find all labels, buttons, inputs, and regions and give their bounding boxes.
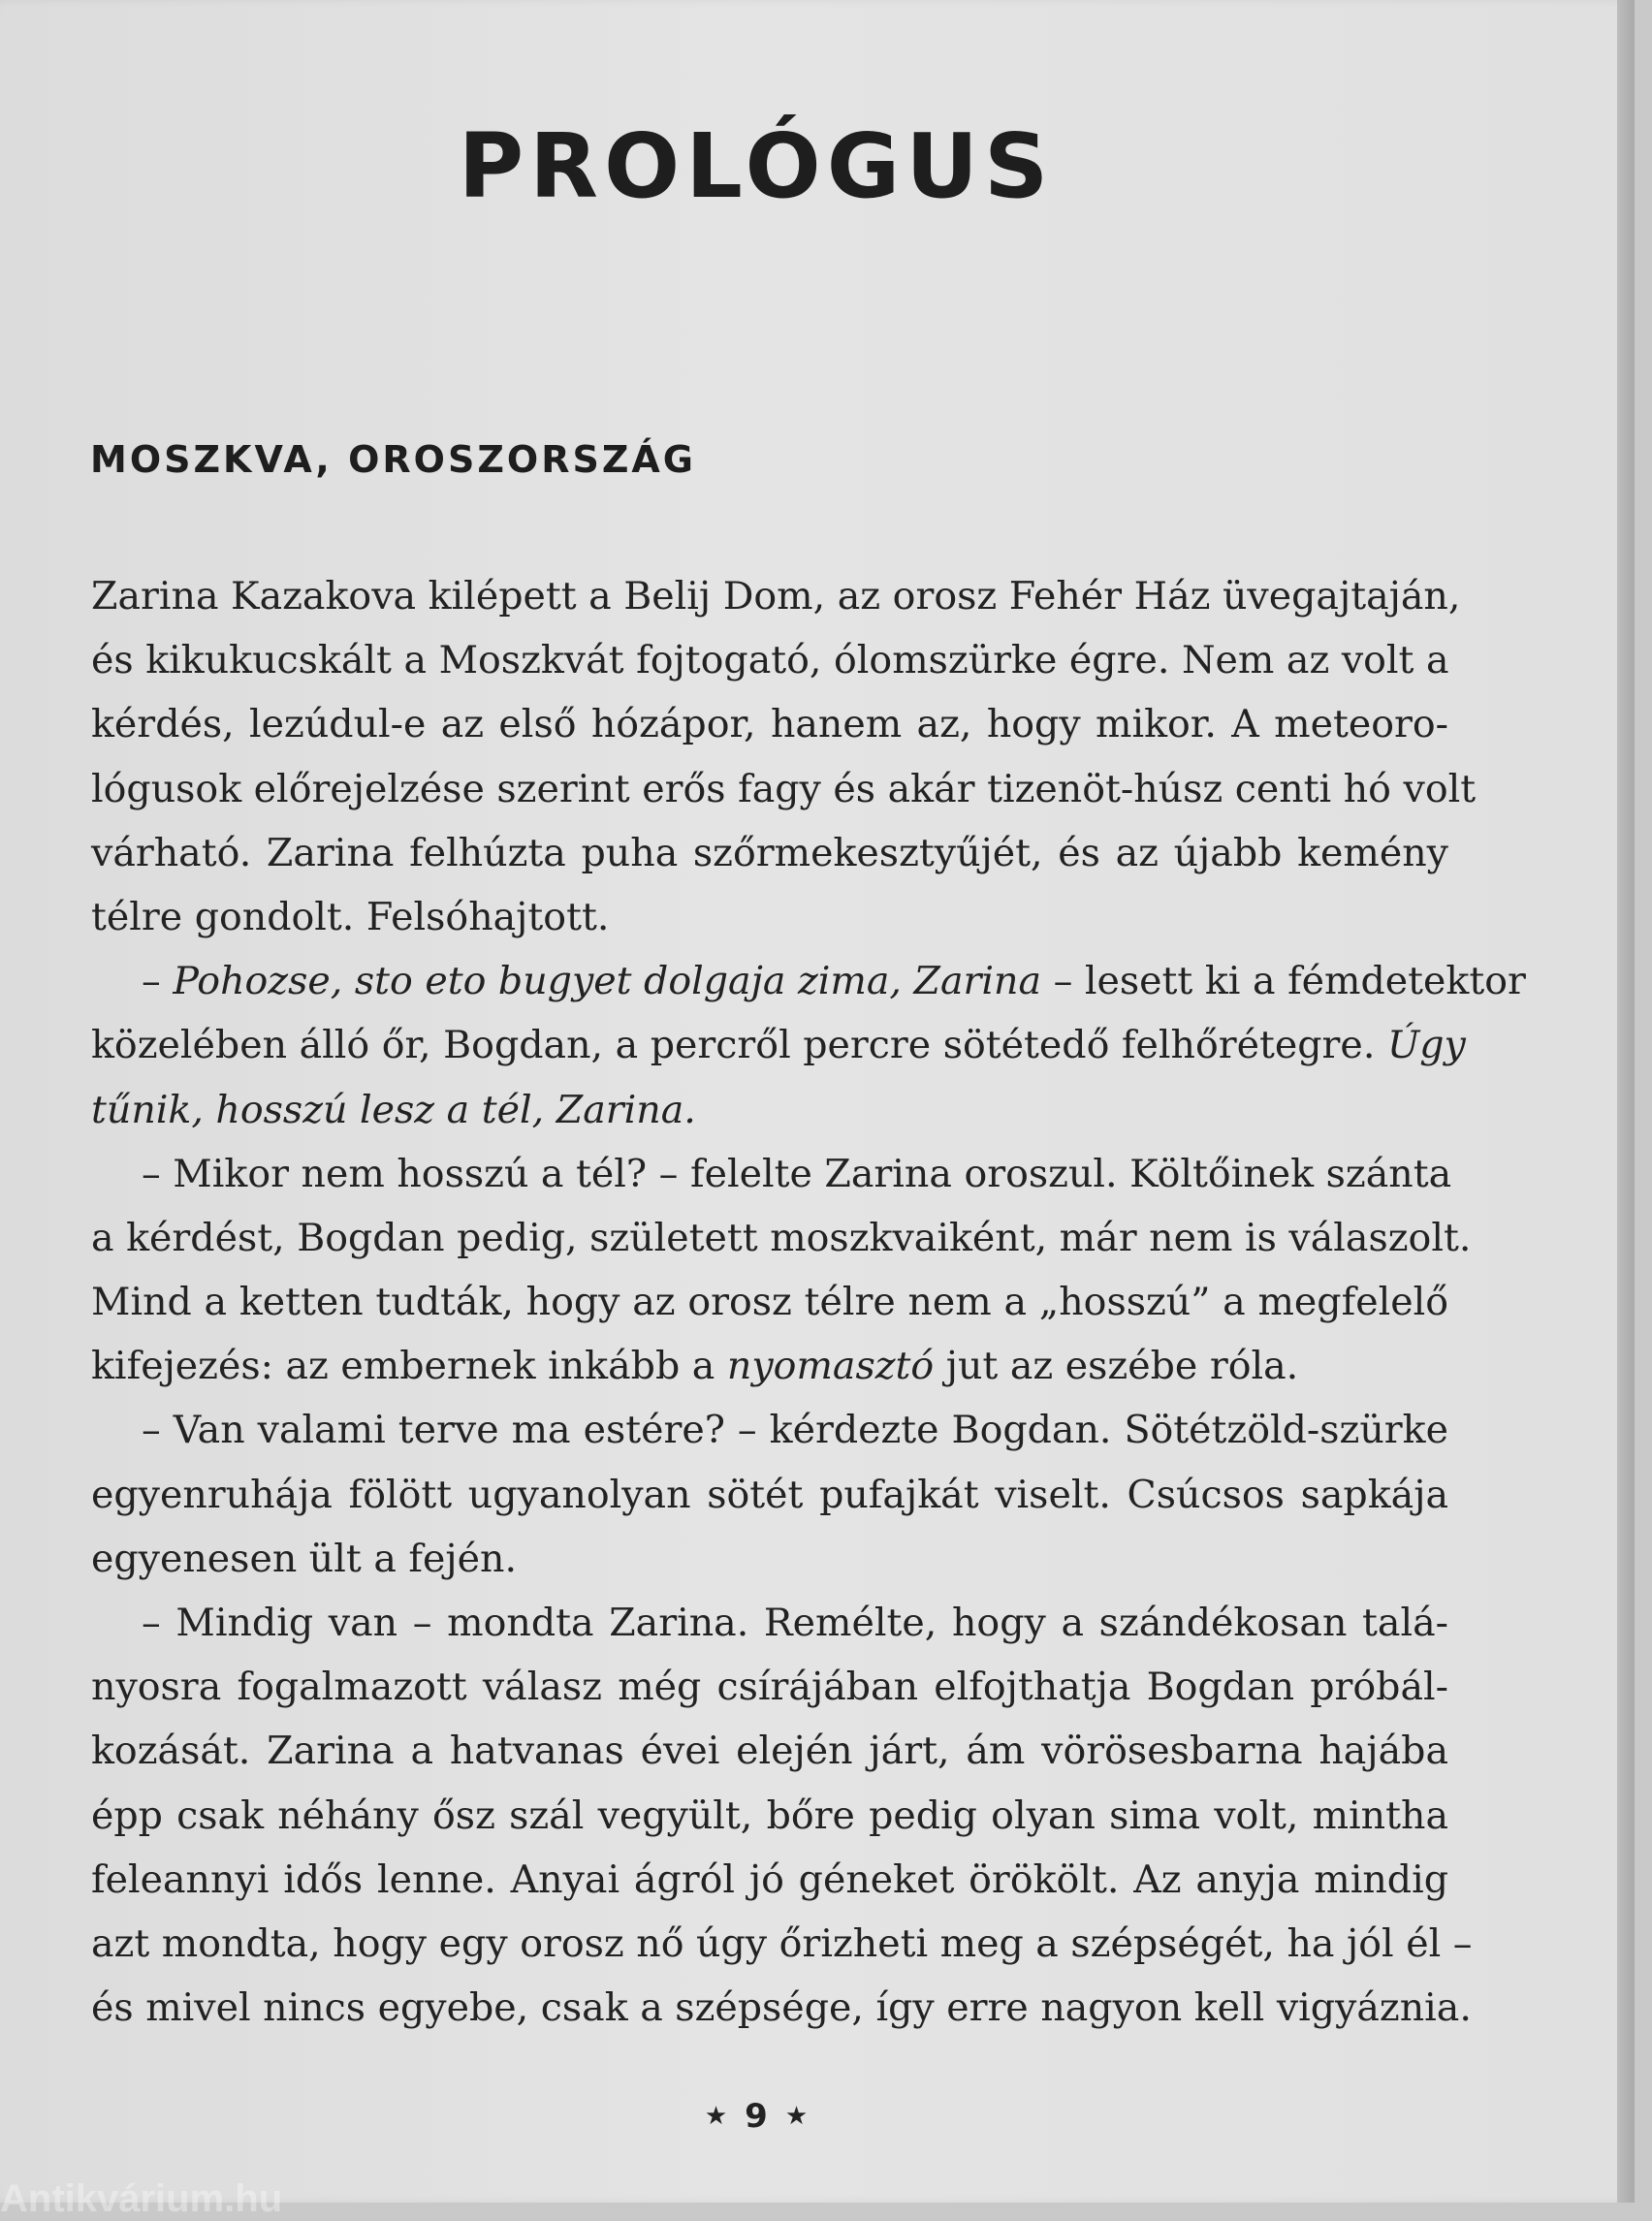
text-line: tűnik, hosszú lesz a tél, Zarina. xyxy=(91,1087,696,1132)
page-edge xyxy=(1617,0,1635,2203)
text-line: és mivel nincs egyebe, csak a szépsége, így erre nagyon kell vigyáznia. xyxy=(91,1985,1472,2031)
text-line: Mind a ketten tudták, hogy az orosz télre nem a „hosszú” a megfelelő xyxy=(91,1280,1448,1325)
text-line: egyenruhája fölött ugyanolyan sötét pufajkát viselt. Csúcsos sapkája xyxy=(91,1472,1448,1517)
text-line: azt mondta, hogy egy orosz nő úgy őrizheti meg a szépségét, ha jól él – xyxy=(91,1920,1473,1966)
star-icon: ★ xyxy=(704,2102,728,2131)
text-line: kérdés, lezúdul-e az első hózápor, hanem az, hogy mikor. A meteoro- xyxy=(91,702,1448,747)
text-line: feleannyi idős lenne. Anyai ágról jó géneket örökölt. Az anyja mindig xyxy=(91,1856,1448,1902)
text-line: – Mindig van – mondta Zarina. Remélte, hogy a szándékosan talá- xyxy=(142,1601,1448,1645)
page-number xyxy=(0,2097,1512,2136)
text-line: télre gondolt. Felsóhajtott. xyxy=(91,894,610,939)
text-line: lógusok előrejelzése szerint erős fagy és akár tizenöt-húsz centi hó volt xyxy=(91,766,1477,811)
text-line: – Mikor nem hosszú a tél? – felelte Zarina oroszul. Költőinek szánta xyxy=(142,1151,1452,1196)
text-line: várható. Zarina felhúzta puha szőrmekesztyűjét, és az újabb kemény xyxy=(91,830,1448,875)
chapter-title: PROLÓGUS xyxy=(458,114,1055,218)
text-line: egyenesen ült a fején. xyxy=(91,1536,518,1581)
text-line: a kérdést, Bogdan pedig, született moszkvaiként, már nem is válaszolt. xyxy=(91,1215,1472,1260)
text-line: kifejezés: az embernek inkább a nyomasztó jut az eszébe róla. xyxy=(91,1344,1299,1389)
text-line: közelében álló őr, Bogdan, a percről percre sötétedő felhőrétegre. Úgy xyxy=(91,1023,1466,1068)
page-number-value: 9 xyxy=(745,2097,768,2136)
text-line: és kikukucskált a Moszkvát fojtogató, ólomszürke égre. Nem az volt a xyxy=(91,638,1449,683)
text-line: épp csak néhány ősz szál vegyült, bőre pedig olyan sima volt, mintha xyxy=(91,1793,1448,1838)
text-line: – Van valami terve ma estére? – kérdezte Bogdan. Sötétzöld-szürke xyxy=(142,1408,1448,1453)
text-line: Zarina Kazakova kilépett a Belij Dom, az orosz Fehér Ház üvegajtaján, xyxy=(91,574,1461,619)
text-line: kozását. Zarina a hatvanas évei elején járt, ám vörösesbarna hajába xyxy=(91,1729,1448,1774)
star-icon: ★ xyxy=(784,2102,809,2131)
location-heading: MOSZKVA, OROSZORSZÁG xyxy=(90,438,696,481)
watermark: Antikvárium.hu xyxy=(0,2177,283,2220)
text-line: nyosra fogalmazott válasz még csírájában elfojthatja Bogdan próbál- xyxy=(91,1665,1448,1710)
body-text xyxy=(91,564,1526,2040)
text-line: – Pohozse, sto eto bugyet dolgaja zima, Zarina – lesett ki a fémdetektor xyxy=(142,959,1526,1004)
